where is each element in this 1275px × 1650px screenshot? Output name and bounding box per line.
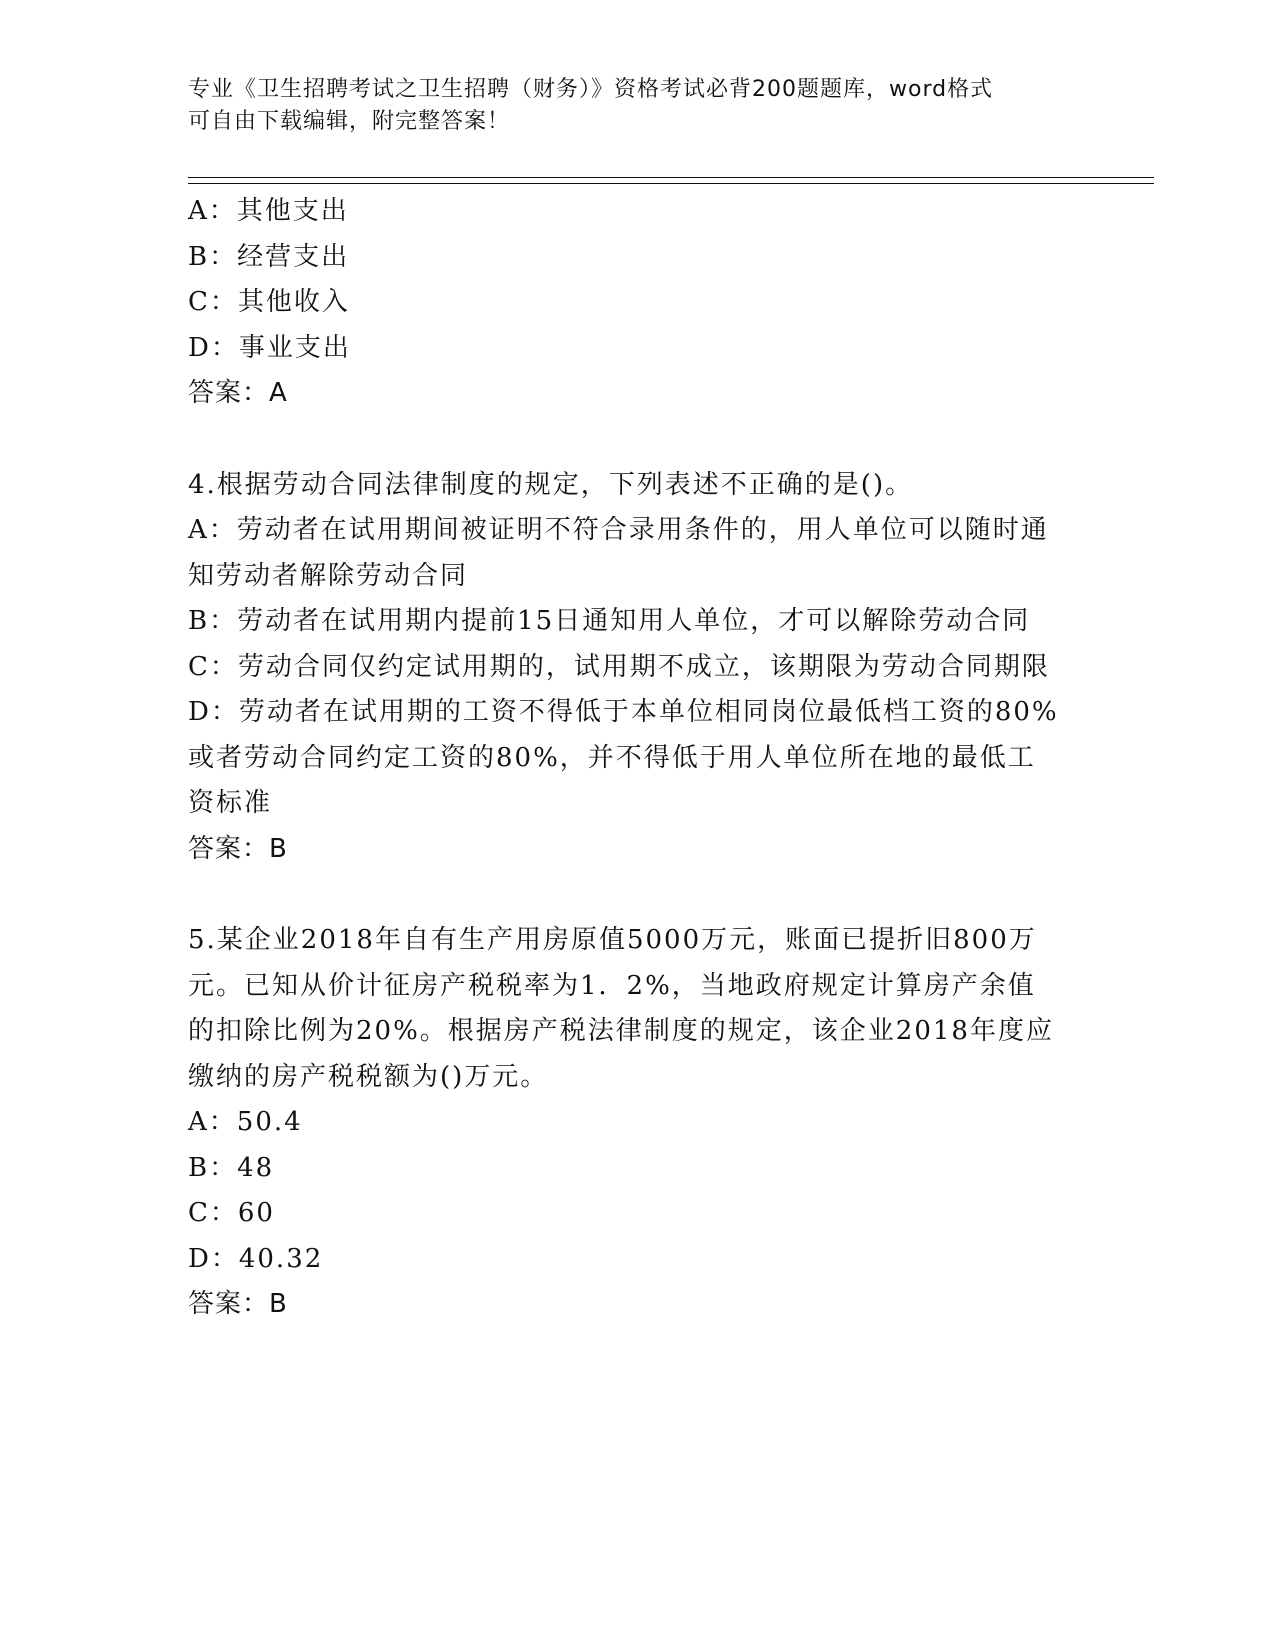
q4-option-a-line-2: 知劳动者解除劳动合同 <box>188 560 469 591</box>
q5-stem-line-3: 的扣除比例为20%。根据房产税法律制度的规定，该企业2018年度应 <box>188 1016 1054 1046</box>
q3-option-a: A：其他支出 <box>188 196 349 226</box>
q3-option-d: D：事业支出 <box>188 332 351 363</box>
q4-option-c: C：劳动合同仅约定试用期的，试用期不成立，该期限为劳动合同期限 <box>188 651 1050 682</box>
q3-answer: 答案：A <box>188 378 288 408</box>
q5-answer: 答案：B <box>188 1289 288 1319</box>
header-divider-top <box>188 177 1154 178</box>
question-5 <box>188 918 1078 1328</box>
question-4 <box>188 463 1078 873</box>
q4-option-d-line-3: 资标准 <box>188 788 273 818</box>
q3-option-c: C：其他收入 <box>188 287 350 317</box>
question-3 <box>188 189 1078 417</box>
spacer <box>188 417 1078 463</box>
q5-option-d: D：40.32 <box>188 1243 324 1274</box>
document-body <box>188 189 1078 1328</box>
header-title-line-1: 专业《卫生招聘考试之卫生招聘（财务）》资格考试必背200题题库，word格式 <box>188 77 994 102</box>
document-header <box>188 74 1068 138</box>
q5-option-c: C：60 <box>188 1198 275 1228</box>
q5-stem-line-2: 元。已知从价计征房产税税率为1．2%，当地政府规定计算房产余值 <box>188 970 1036 1001</box>
q5-option-b: B：48 <box>188 1152 275 1183</box>
q4-option-d-line-1: D：劳动者在试用期的工资不得低于本单位相同岗位最低档工资的80% <box>188 697 1059 727</box>
q5-option-a: A：50.4 <box>188 1107 303 1137</box>
spacer <box>188 872 1078 918</box>
header-title-line-2: 可自由下载编辑，附完整答案！ <box>188 109 511 134</box>
header-divider-bottom <box>188 183 1154 184</box>
q3-option-b: B：经营支出 <box>188 241 350 272</box>
q5-stem-line-4: 缴纳的房产税税额为()万元。 <box>188 1061 549 1092</box>
q4-answer: 答案：B <box>188 833 288 864</box>
q4-option-a-line-1: A：劳动者在试用期间被证明不符合录用条件的，用人单位可以随时通 <box>188 515 1049 545</box>
q4-option-b: B：劳动者在试用期内提前15日通知用人单位，才可以解除劳动合同 <box>188 606 1031 636</box>
q4-option-d-line-2: 或者劳动合同约定工资的80%，并不得低于用人单位所在地的最低工 <box>188 742 1036 773</box>
q5-stem-line-1: 5.某企业2018年自有生产用房原值5000万元，账面已提折旧800万 <box>188 925 1037 955</box>
q4-stem: 4.根据劳动合同法律制度的规定，下列表述不正确的是()。 <box>188 469 914 500</box>
